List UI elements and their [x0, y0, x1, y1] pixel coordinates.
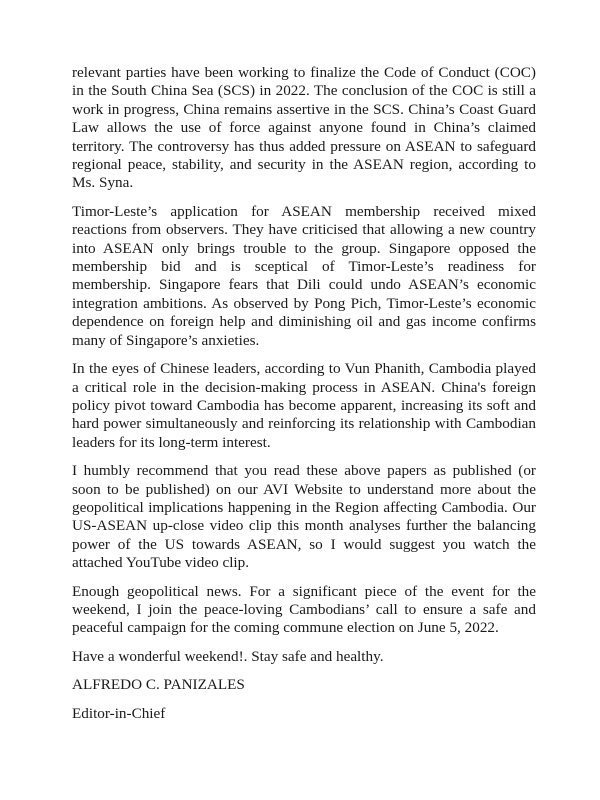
signature-title: Editor-in-Chief	[72, 704, 166, 722]
paragraph-coc: relevant parties have been working to finalize the Code of Conduct (COC) in the South China Sea (SCS) in 2022. The conclusion of the COC is still a work in progress, China remains assertive in the SCS. China’s Coast Guard Law allows the use of force against anyone found in China’s claimed territory. The controversy has thus added pressure on ASEAN to safeguard regional peace, stability, and security in the ASEAN region, according to Ms. Syna.	[72, 64, 536, 192]
document-page	[72, 64, 536, 733]
paragraph-election: Enough geopolitical news. For a significant piece of the event for the weekend, I join the peace-loving Cambodians’ call to ensure a safe and peaceful campaign for the coming commune election on June 5, 2022.	[72, 582, 536, 637]
paragraph-china-cambodia: In the eyes of Chinese leaders, according to Vun Phanith, Cambodia played a critical role in the decision-making process in ASEAN. China's foreign policy pivot toward Cambodia has become apparent, increasing its soft and hard power simultaneously and reinforcing its relationship with Cambodian leaders for its long-term interest.	[72, 360, 536, 451]
signature-name: ALFREDO C. PANIZALES	[72, 676, 245, 694]
paragraph-timor-leste: Timor-Leste’s application for ASEAN membership received mixed reactions from observers. They have criticised that allowing a new country into ASEAN only brings trouble to the group. Singapore opposed the membership bid and is sceptical of Timor-Leste’s readiness for membership. Singapore fears that Dili could undo ASEAN’s economic integration ambitions. As observed by Pong Pich, Timor-Leste’s economic dependence on foreign help and diminishing oil and gas income confirms many of Singapore’s anxieties.	[72, 202, 536, 349]
paragraph-recommendation: I humbly recommend that you read these above papers as published (or soon to be published) on our AVI Website to understand more about the geopolitical implications happening in the Region affecting Cambodia. Our US-ASEAN up-close video clip this month analyses further the balancing power of the US towards ASEAN, so I would suggest you watch the attached YouTube video clip.	[72, 462, 536, 572]
closing-line: Have a wonderful weekend!. Stay safe and healthy.	[72, 647, 384, 665]
